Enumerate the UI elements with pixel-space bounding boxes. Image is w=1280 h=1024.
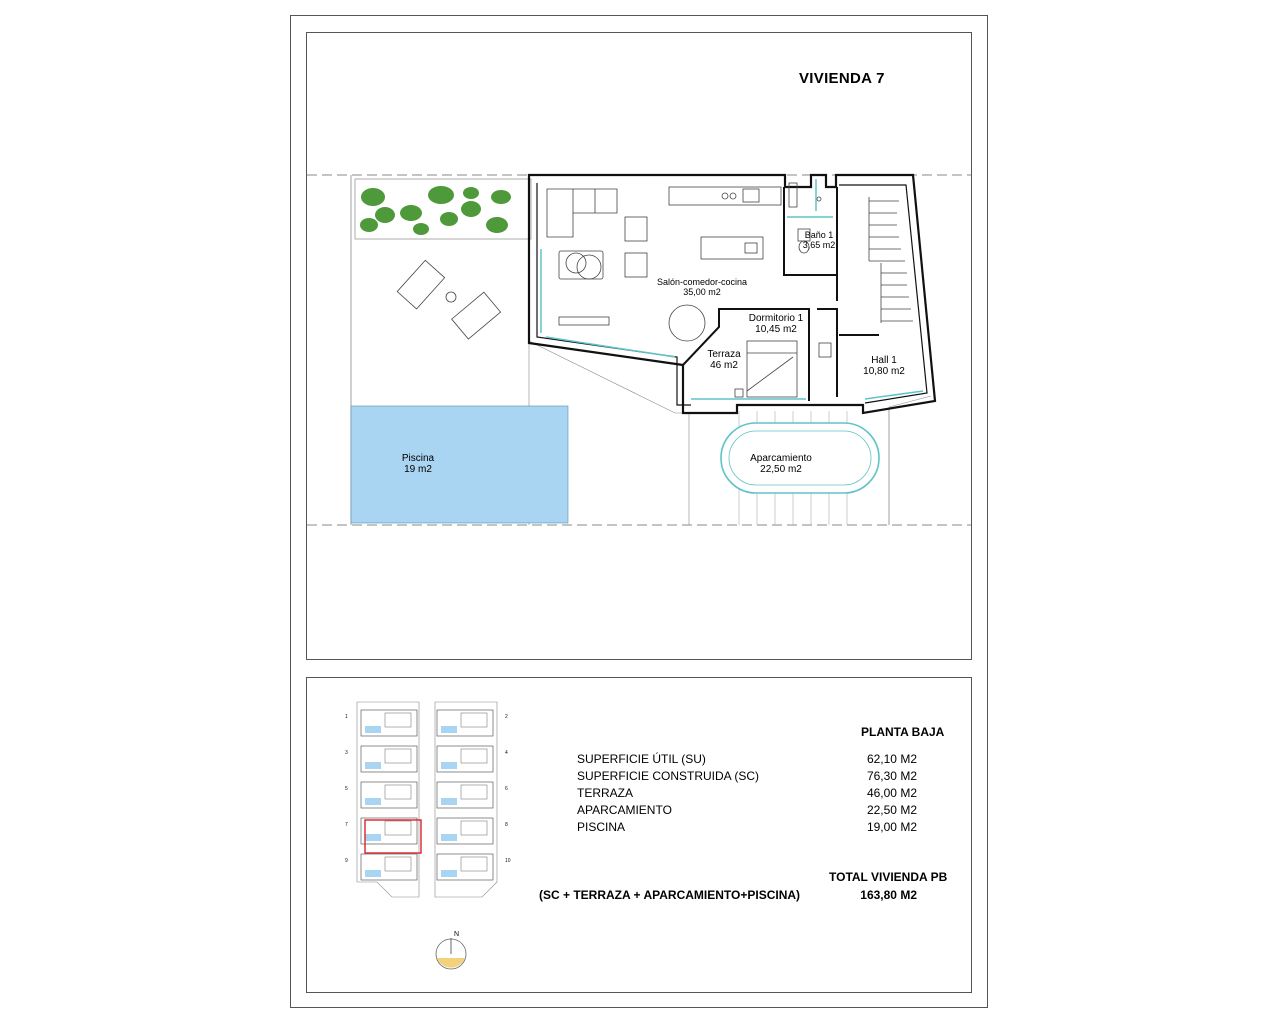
room-area: 10,80 m2: [863, 366, 905, 377]
floor-heading: PLANTA BAJA: [861, 725, 945, 739]
site-unit-pool: [365, 798, 381, 805]
site-plan: [337, 692, 517, 912]
unit-number: 9: [345, 858, 348, 864]
sheet-title: VIVIENDA 7: [799, 70, 885, 87]
site-unit-pool: [365, 762, 381, 769]
wardrobe: [819, 343, 831, 357]
armchairs: [625, 217, 647, 277]
dining-table: [669, 305, 705, 341]
total-label: TOTAL VIVIENDA PB: [829, 870, 948, 884]
coffee-table: [559, 251, 603, 279]
unit-number: 5: [345, 786, 348, 792]
site-unit-pool: [441, 834, 457, 841]
floor-plan-panel: [306, 32, 972, 660]
summary-row-label: TERRAZA: [577, 786, 634, 800]
summary-row-value: 19,00 M2: [866, 820, 917, 834]
north-arrow: [431, 924, 471, 972]
terrace-boundary: [529, 341, 689, 413]
site-unit-pool: [441, 726, 457, 733]
unit-number: 6: [505, 786, 508, 792]
room-label-dormitorio: [731, 313, 821, 335]
unit-number: 7: [345, 822, 348, 828]
north-label: N: [454, 931, 460, 938]
room-area: 19 m2: [404, 464, 432, 475]
room-label-salon: [637, 277, 767, 297]
site-plan-units: [361, 710, 493, 880]
summary-row-label: SUPERFICIE ÚTIL (SU): [577, 752, 706, 766]
summary-row-value: 46,00 M2: [866, 786, 917, 800]
room-area: 22,50 m2: [760, 464, 802, 475]
room-name: Piscina: [401, 453, 435, 464]
summary-row-label: PISCINA: [577, 820, 626, 834]
room-name: Dormitorio 1: [748, 313, 804, 324]
summary-row-label: SUPERFICIE CONSTRUIDA (SC): [577, 769, 760, 783]
room-area: 46 m2: [710, 360, 738, 371]
room-name: Hall 1: [871, 355, 897, 366]
room-name: Terraza: [707, 349, 741, 360]
summary-row-value: 62,10 M2: [866, 752, 917, 766]
site-unit-pool: [365, 870, 381, 877]
room-name: Baño 1: [804, 230, 834, 240]
total-value: 163,80 M2: [860, 888, 917, 902]
summary-row-value: 76,30 M2: [866, 769, 917, 783]
unit-number: 4: [505, 750, 508, 756]
room-label-terraza: [679, 349, 769, 371]
summary-row-value: 22,50 M2: [866, 803, 917, 817]
room-label-aparcamiento: [731, 453, 831, 475]
room-name: Aparcamiento: [750, 453, 812, 464]
unit-number: 3: [345, 750, 348, 756]
room-label-piscina: [373, 453, 463, 475]
kitchen-counter: [669, 187, 781, 259]
sun-loungers: [397, 260, 500, 339]
floor-plan-drawing: [307, 33, 971, 659]
site-unit-pool: [441, 762, 457, 769]
sofa: [547, 189, 617, 237]
site-unit-pool: [441, 870, 457, 877]
summary-panel: [306, 677, 972, 993]
site-unit-pool: [441, 798, 457, 805]
unit-number: 2: [505, 714, 508, 720]
room-area: 3,65 m2: [802, 240, 836, 250]
planter: [355, 179, 531, 239]
staircase: [869, 197, 913, 323]
room-area: 35,00 m2: [683, 287, 721, 297]
compass-fill: [437, 958, 465, 968]
room-area: 10,45 m2: [755, 324, 797, 335]
unit-number: 10: [505, 858, 511, 864]
site-unit-pool: [365, 726, 381, 733]
tv-unit: [559, 317, 609, 325]
room-label-bano: [789, 230, 849, 250]
room-label-hall: [853, 355, 915, 377]
unit-number: 8: [505, 822, 508, 828]
site-unit-pool: [365, 834, 381, 841]
summary-row-label: APARCAMIENTO: [577, 803, 672, 817]
room-name: Salón-comedor-cocina: [656, 277, 748, 287]
total-formula: (SC + TERRAZA + APARCAMIENTO+PISCINA): [539, 888, 801, 902]
unit-number: 1: [345, 714, 348, 720]
